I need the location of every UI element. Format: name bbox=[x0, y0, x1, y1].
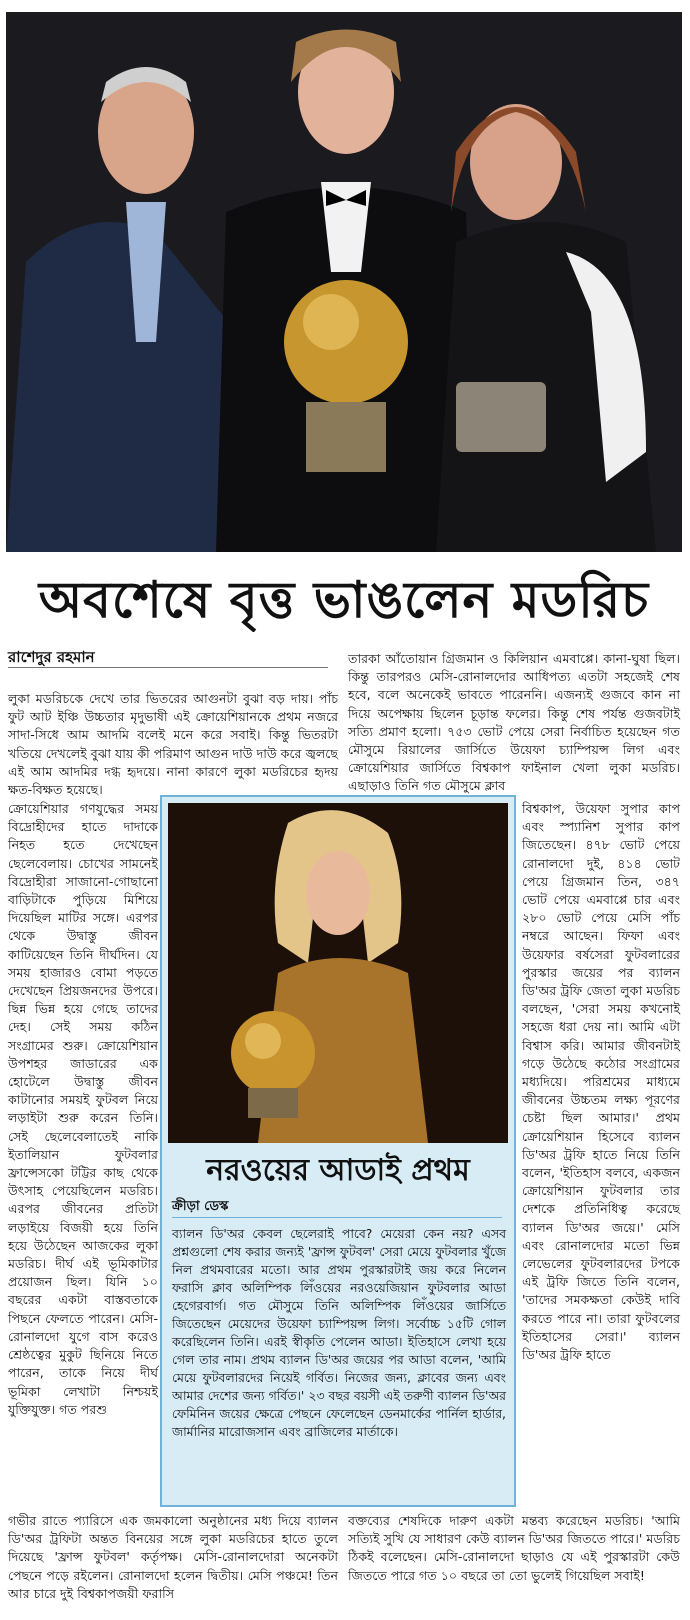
inset-body: ব্যালন ডি'অর কেবল ছেলেরাই পাবে? মেয়েরা কেন নয়? এসব প্রশ্নগুলো শেষ করার জন্যই 'ফ্রান্স ফুটবল' সেরা মেয়ে ফুটবলার খুঁজে নিল প্রথমবারের মতো। আর প্রথম পুরস্কারটাই জয় করে নিলেন ফরাসি ক্লাব অলিম্পিক লিঁওয়ের নরওয়েজিয়ান ফুটবলার আডা হেগেরবার্গ। গত মৌসুমে তিনি অলিম্পিক লিঁওয়ের জার্সিতে জিতেছেন মেয়েদের উয়েফা চ্যাম্পিয়ন্স লিগ। সর্বোচ্চ ১৫টি গোল করেছিলেন তিনি। এরই স্বীকৃতি পেলেন আডা। ইতিহাসে লেখা হয়ে গেল তার নাম। প্রথম ব্যালন ডি'অর জয়ের পর আডা বলেন, 'আমি মেয়ে ফুটবলারদের নিয়েই গর্বিত। নিজের জন্য, ক্লাবের জন্য এবং আমার দেশের জন্য গর্বিত।' ২৩ বছর বয়সী এই তরুণী ব্যালন ডি'অর ফেমিনিন জয়ের ক্ষেত্রে পেছনে ফেলেছেন ডেনমার্কের পার্নিল হার্ডার, জার্মানির মারোজসান এবং ব্রাজিলের মার্তাকে। bbox=[172, 1226, 506, 1439]
byline-divider bbox=[8, 667, 328, 668]
byline: রাশেদুর রহমান bbox=[8, 648, 95, 666]
inset-title: নরওয়ের আডাই প্রথম bbox=[206, 1153, 470, 1188]
article-paragraph: বিশ্বকাপ, উয়েফা সুপার কাপ এবং স্প্যানিশ সুপার কাপ জিতেছেন। ৪৭৮ ভোট পেয়ে রোনালদো দুই, ৪১৪ ভোট পেয়ে গ্রিজমান তিন, ৩৪৭ ভোট পেয়ে এমবাপ্পে চার এবং ২৮০ ভোট পেয়ে মেসি পাঁচ নম্বরে আছেন। ফিফা এবং উয়েফার বর্ষসেরা ফুটবলারের পুরস্কার জয়ের পর ব্যালন ডি'অর ট্রফি জেতা লুকা মডরিচ বলছেন, 'সেরা সময় কখনোই সহজে ধরা দেয় না। আমি এটা বিশ্বাস করি। আমার জীবনটাই গড়ে উঠেছে কঠোর সংগ্রামের মধ্যদিয়ে। পরিশ্রমের মাধ্যমে জীবনের উচ্চতম লক্ষ্য পূরণের চেষ্টা ছিল আমার।' প্রথম ক্রোয়েশিয়ান হিসেবে ব্যালন ডি'অর ট্রফি হাতে নিয়ে তিনি বলেন, 'ইতিহাস বলবে, একজন ক্রোয়েশিয়ান ফুটবলার তার দেশকে প্রতিনিধিত্ব করেছে ব্যালন ডি'অর জয়ে।' মেসি এবং রোনালদোর মতো ভিন্ন লেভেলের ফুটবলারদের টপকে এই ট্রফি জিতে তিনি বলেন, 'তাদের সমকক্ষতা কেউই দাবি করতে পারে না। তারা ফুটবলের ইতিহাসের সেরা।' ব্যালন ডি'অর ট্রফি হাতে bbox=[522, 801, 680, 1363]
inset-divider bbox=[172, 1217, 502, 1218]
article-column-right-top bbox=[348, 650, 680, 796]
main-photo bbox=[6, 12, 682, 552]
inset-photo bbox=[168, 803, 508, 1143]
article-paragraph: ক্রোয়েশিয়ার গণযুদ্ধের সময় বিদ্রোহীদের হাতে দাদাকে নিহত হতে দেখেছেন ছেলেবেলায়। চোখের সামনেই বিদ্রোহীরা সাজানো-গোছানো বাড়িটাকে পুড়িয়ে মিশিয়ে দিয়েছিল মাটির সঙ্গে। এরপর থেকে উদ্বাস্তু জীবন কাটিয়েছেন তিনি দীর্ঘদিন। যে সময় হাজারও বোমা পড়তে দেখেছেন প্রিয়জনদের উপরে। ছিন্ন ভিন্ন হয়ে গেছে তাদের দেহ। সেই সময় কঠিন সংগ্রামের শুরু। ক্রোয়েশিয়ান উপশহর জাডারের এক হোটেলে উদ্বাস্তু জীবন কাটানোর সময়ই ফুটবল নিয়ে লড়াইটা শুরু করেন তিনি। সেই ছেলেবেলাতেই নাকি ইতালিয়ান ফুটবলার ফ্রান্সেসকো টট্টির কাছ থেকে উৎসাহ পেয়েছিলেন মডরিচ। এরপর জীবনের প্রতিটা লড়াইয়ে বিজয়ী হয়ে তিনি হয়ে উঠেছেন আজকের লুকা মডরিচ। দীর্ঘ এই ভূমিকাটার প্রয়োজন ছিল। যিনি ১০ বছরের একটা বাস্তবতাকে পিছনে ফেলতে পারেন। মেসি-রোনালদো যুগে বাস করেও শ্রেষ্ঠত্বের মুকুট ছিনিয়ে নিতে পারেন, তাকে নিয়ে দীর্ঘ ভূমিকা লেখাটা নিশ্চয়ই যুক্তিযুক্ত। গত পরশু bbox=[8, 801, 158, 1417]
headline: অবশেষে বৃত্ত ভাঙলেন মডরিচ bbox=[38, 570, 650, 629]
article-column-left-narrow bbox=[8, 800, 158, 1419]
article-paragraph: লুকা মডরিচকে দেখে তার ভিতরের আগুনটা বুঝা বড় দায়। পাঁচ ফুট আট ইঞ্চি উচ্চতার মৃদুভাষী এই ক্রোয়েশিয়ানকে প্রথম নজরে সাদা-সিধে আম আদমি বলেই মনে করে সবাই। কিন্তু ভিতরটা খতিয়ে দেখলেই বুঝা যায় কী পরিমাণ আগুন দাউ দাউ করে জ্বলছে এই আম আদমির দগ্ধ হৃদয়ে। নানা কারণে লুকা মডরিচের হৃদয় ক্ষত-বিক্ষত হয়েছে। bbox=[8, 691, 338, 798]
article-paragraph: বক্তব্যের শেষদিকে দারুণ একটা মন্তব্য করেছেন মডরিচ। 'আমি সত্যিই সুখি যে সাধারণ কেউ ব্যালন ডি'অর জিততে পারে।' মডরিচ ঠিকই বলেছেন। মেসি-রোনালদো ছাড়াও যে এই পুরস্কারটা কেউ জিততে পারে গত ১০ বছরে তা তো ভুলেই গিয়েছিল সবাই! bbox=[348, 1513, 680, 1583]
inset-box bbox=[160, 795, 516, 1507]
article-column-right-narrow bbox=[522, 800, 680, 1364]
article-column-bottom-right bbox=[348, 1512, 680, 1585]
article-column-bottom-left bbox=[8, 1512, 338, 1603]
article-paragraph: গভীর রাতে প্যারিসে এক জমকালো অনুষ্ঠানের মধ্য দিয়ে ব্যালন ডি'অর ট্রফিটা অন্তত বিনয়ের সঙ্গে লুকা মডরিচের হাতে তুলে দিয়েছে 'ফ্রান্স ফুটবল' কর্তৃপক্ষ। মেসি-রোনালদোরা অনেকটা পেছনে পড়ে রইলেন। রোনালদো হলেন দ্বিতীয়। মেসি পঞ্চমে! তিন আর চারে দুই বিশ্বকাপজয়ী ফরাসি bbox=[8, 1513, 338, 1601]
ada-hegerberg-photo bbox=[168, 803, 508, 1143]
article-column-left-top bbox=[8, 690, 338, 799]
award-ceremony-photo bbox=[6, 12, 682, 552]
article-paragraph: তারকা আঁতোয়ান গ্রিজমান ও কিলিয়ান এমবাপ্পে। কানা-ঘুষা ছিল। কিন্তু তারপরও মেসি-রোনালদোর আধিপত্য এতটা সহজেই শেষ হবে, বলে অনেকেই ভাবতে পারেননি। এজন্যই গুজবে কান না দিয়ে অপেক্ষায় ছিলেন চূড়ান্ত ফলের। কিন্তু শেষ পর্যন্ত গুজবটাই সত্যি প্রমাণ হলো। ৭৫৩ ভোট পেয়ে সেরা নির্বাচিত হয়েছেন গত মৌসুমে রিয়ালের জার্সিতে উয়েফা চ্যাম্পিয়ন্স লিগ এবং ক্রোয়েশিয়ার জার্সিতে বিশ্বকাপ ফাইনাল খেলা লুকা মডরিচ। এছাড়াও তিনি গত মৌসুমে ক্লাব bbox=[348, 651, 680, 794]
inset-byline: ক্রীড়া ডেস্ক bbox=[172, 1199, 229, 1214]
